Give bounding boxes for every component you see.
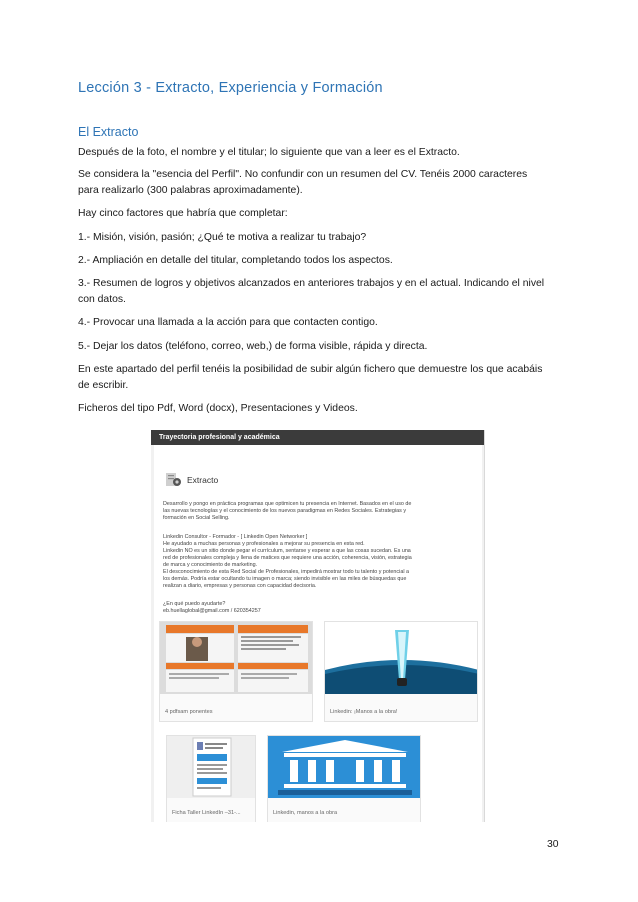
temple-preview-image	[268, 736, 420, 798]
paragraph-9-line-1: En este apartado del perfil tenéis la posibilidad de subir algún fichero que demuestre los que acabáis	[78, 364, 543, 375]
paragraph-4: 1.- Misión, visión, pasión; ¿Qué te motiva a realizar tu trabajo?	[78, 232, 367, 243]
linkedin-text-line: El desconocimiento de esta Red Social de Profesionales, impedirá mostrar todo tu talento y potencial a	[163, 569, 410, 575]
paragraph-2-line-2: para realizarlo (300 palabras aproximadamente).	[78, 185, 303, 196]
linkedin-text-line: las nuevas tecnologías y el conocimiento de los nuevos paradigmas en Redes Sociales. Estrategias y	[163, 508, 407, 514]
linkedin-text-line: He ayudado a muchas personas y profesionales a mejorar su presencia en esta red.	[163, 541, 365, 547]
linkedin-extract-card	[154, 445, 482, 822]
paragraph-5: 2.- Ampliación en detalle del titular, completando todos los aspectos.	[78, 255, 393, 266]
linkedin-section-header: Trayectoria profesional y académica	[151, 430, 485, 445]
paragraph-7: 4.- Provocar una llamada a la acción para que contacten contigo.	[78, 317, 378, 328]
paragraph-1: Después de la foto, el nombre y el titular; lo siguiente que van a leer es el Extracto.	[78, 147, 460, 158]
linkedin-text-line: Linkedin NO es un sitio donde pegar el currículum, sentarse y esperar a que las cosas sucedan. Es una	[163, 548, 411, 554]
paragraph-6-line-1: 3.- Resumen de logros y objetivos alcanzados en anteriores trabajos y en el actual. Indicando el nivel	[78, 278, 545, 289]
attachment-caption: Linkedin: ¡Manos a la obra!	[330, 709, 398, 715]
pdf-preview-image	[160, 622, 312, 694]
attachment-thumb-video[interactable]	[324, 621, 478, 722]
linkedin-screenshot	[151, 430, 485, 822]
linkedin-extract-label: Extracto	[187, 475, 219, 485]
linkedin-text-line: red de profesionales compleja y llena de matices que requiere una acción, coherencia, visión, estrategia	[163, 555, 412, 561]
linkedin-text-line: formación en Social Selling.	[163, 515, 230, 521]
attachment-caption: Ficha Taller LinkedIn –31-...	[172, 810, 241, 816]
paragraph-8: 5.- Dejar los datos (teléfono, correo, web,) de forma visible, rápida y directa.	[78, 341, 428, 352]
attachment-caption: 4 pdfsam ponentes	[165, 709, 213, 715]
linkedin-text-line: ¿En qué puedo ayudarte?	[163, 601, 226, 607]
section-title: El Extracto	[78, 125, 139, 139]
attachment-thumb-pdf[interactable]	[159, 621, 313, 722]
document-gear-icon	[165, 472, 182, 487]
paragraph-10: Ficheros del tipo Pdf, Word (docx), Presentaciones y Videos.	[78, 403, 358, 414]
attachment-thumb-ficha[interactable]	[166, 735, 256, 822]
linkedin-text-line: de marca y conocimiento de marketing.	[163, 562, 258, 568]
paragraph-6-line-2: con datos.	[78, 294, 126, 305]
paragraph-9-line-2: de escribir.	[78, 380, 129, 391]
page-number: 30	[547, 839, 559, 850]
ficha-preview-image	[167, 736, 255, 798]
linkedin-text-line: eb.huellaglobal@gmail.com / 620354257	[163, 608, 261, 614]
fountain-preview-image	[325, 622, 477, 694]
linkedin-text-line: realizan a diario, empresas y personas con capacidad decisoria.	[163, 583, 317, 589]
paragraph-3: Hay cinco factores que habría que completar:	[78, 208, 288, 219]
attachment-thumb-presentation[interactable]	[267, 735, 421, 822]
lesson-title: Lección 3 - Extracto, Experiencia y Formación	[78, 80, 383, 96]
paragraph-2-line-1: Se considera la "esencia del Perfil". No confundir con un resumen del CV. Tenéis 2000 caracteres	[78, 169, 528, 180]
linkedin-text-line: los demás. Podría estar ocultando tu imagen o marca; siendo invisible en las miles de búsquedas que	[163, 576, 407, 582]
attachment-caption: Linkedin, manos a la obra	[273, 810, 338, 816]
linkedin-text-line: Linkedin Consultor - Formador - [ Linkedin Open Networker ]	[163, 534, 308, 540]
linkedin-text-line: Desarrollo y pongo en práctica programas que optimicen tu presencia en Internet. Basados en el uso de	[163, 501, 412, 507]
